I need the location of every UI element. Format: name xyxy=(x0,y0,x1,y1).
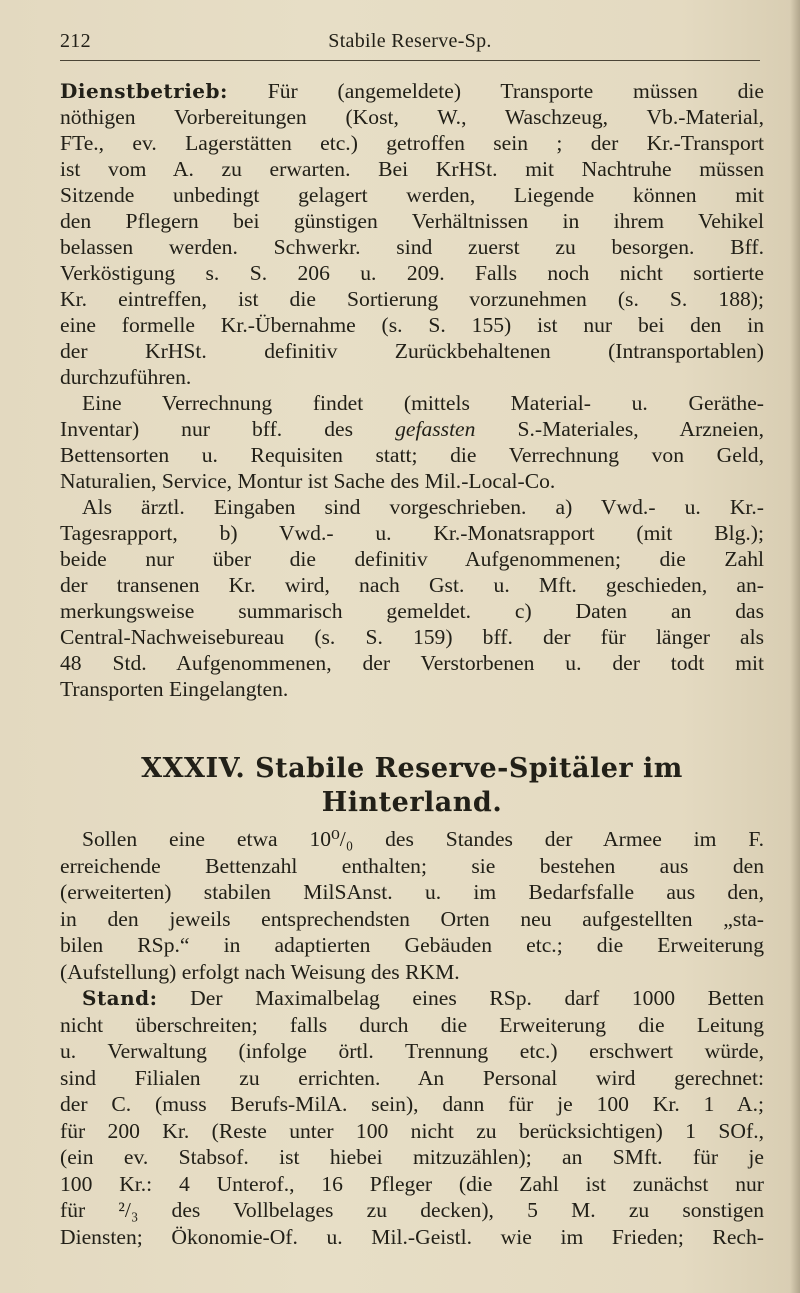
text-line: belassen werden. Schwerkr. sind zuerst zu besorgen. Bff. xyxy=(60,235,764,259)
text-line: Als ärztl. Eingaben sind vorgeschrieben. a) Vwd.- u. Kr.- xyxy=(82,495,764,519)
text-line: ist vom A. zu erwarten. Bei KrHSt. mit Nachtruhe müssen xyxy=(60,157,764,181)
text-line: sind Filialen zu errichten. An Personal wird gerechnet: xyxy=(60,1065,764,1090)
emphasis: gefassten xyxy=(395,417,476,441)
text-line: der transenen Kr. wird, nach Gst. u. Mft. geschieden, an- xyxy=(60,573,764,597)
text-line: (ein ev. Stabsof. ist hiebei mitzuzählen); an SMft. für je xyxy=(60,1145,764,1169)
text-line: Sitzende unbedingt gelagert werden, Liegende können mit xyxy=(60,183,764,207)
section-stabile-reserve-spitaeler xyxy=(60,826,764,1250)
text-line: der C. (muss Berufs-MilA. sein), dann für je 100 Kr. 1 A.; xyxy=(60,1092,764,1116)
text-line: Naturalien, Service, Montur ist Sache des Mil.-Local-Co. xyxy=(60,469,556,493)
text-line: Inventar) nur bff. des gefassten S.-Materiales, Arzneien, xyxy=(60,417,765,441)
text-line: beide nur über die definitiv Aufgenommenen; die Zahl xyxy=(60,547,764,571)
page-number: 212 xyxy=(60,30,91,52)
text-line: nicht überschreiten; falls durch die Erweiterung die Leitung xyxy=(60,1012,764,1037)
text-line: u. Verwaltung (infolge örtl. Trennung etc.) erschwert würde, xyxy=(60,1039,764,1063)
text-line: nöthigen Vorbereitungen (Kost, W., Waschzeug, Vb.-Material, xyxy=(60,105,764,129)
text-line: Central-Nachweisebureau (s. S. 159) bff. der für länger als xyxy=(60,625,764,649)
page-edge-shadow xyxy=(790,0,800,1293)
chapter-heading-line-2: Hinterland. xyxy=(321,787,503,818)
text-line: durchzuführen. xyxy=(60,365,192,389)
paragraph-lead: Dienstbetrieb: xyxy=(60,79,228,103)
text-line: 100 Kr.: 4 Unterof., 16 Pfleger (die Zahl ist zunächst nur xyxy=(60,1171,764,1196)
text-line: den Pflegern bei günstigen Verhältnissen in ihrem Vehikel xyxy=(60,209,764,233)
text-line: in den jeweils entsprechendsten Orten neu aufgestellten „sta- xyxy=(60,906,764,931)
text-line: Stand: Der Maximalbelag eines RSp. darf 1000 Betten xyxy=(82,986,764,1010)
text-line: Dienstbetrieb: Für (angemeldete) Transporte müssen die xyxy=(60,79,764,103)
paragraph-lead: Stand: xyxy=(82,986,158,1010)
text-line: merkungsweise summarisch gemeldet. c) Daten an das xyxy=(60,599,764,623)
text-line: Bettensorten u. Requisiten statt; die Verrechnung von Geld, xyxy=(60,443,764,467)
text-line: (erweiterten) stabilen MilSAnst. u. im Bedarfsfalle aus den, xyxy=(60,880,764,904)
running-title: Stabile Reserve-Sp. xyxy=(328,30,492,52)
text-line: Sollen eine etwa 10⁰/₀ des Standes der Armee im F. xyxy=(82,827,764,851)
chapter-heading-line-1: XXXIV. Stabile Reserve-Spitäler im xyxy=(141,753,683,784)
text-line: für 200 Kr. (Reste unter 100 nicht zu berücksichtigen) 1 SOf., xyxy=(60,1118,764,1143)
text-line: erreichende Bettenzahl enthalten; sie bestehen aus den xyxy=(60,853,764,878)
text-line: eine formelle Kr.-Übernahme (s. S. 155) ist nur bei den in xyxy=(60,313,764,337)
text-line: Diensten; Ökonomie-Of. u. Mil.-Geistl. wie im Frieden; Rech- xyxy=(60,1224,764,1249)
section-dienstbetrieb xyxy=(60,78,764,702)
header-rule xyxy=(60,60,760,61)
text-line: FTe., ev. Lagerstätten etc.) getroffen sein ; der Kr.-Transport xyxy=(60,131,764,155)
text-line: Eine Verrechnung findet (mittels Material- u. Geräthe- xyxy=(82,391,764,415)
text-line: Verköstigung s. S. 206 u. 209. Falls noch nicht sortierte xyxy=(60,261,764,285)
text-line: Transporten Eingelangten. xyxy=(60,677,289,701)
text-line: Tagesrapport, b) Vwd.- u. Kr.-Monatsrapport (mit Blg.); xyxy=(60,521,764,545)
text-line: bilen RSp.“ in adaptierten Gebäuden etc.; die Erweiterung xyxy=(60,933,764,957)
text-line: der KrHSt. definitiv Zurückbehaltenen (Intransportablen) xyxy=(60,339,764,363)
text-line: Kr. eintreffen, ist die Sortierung vorzunehmen (s. S. 188); xyxy=(60,287,764,311)
text-line: 48 Std. Aufgenommenen, der Verstorbenen u. der todt mit xyxy=(60,651,764,675)
text-line: für ²/₃ des Vollbelages zu decken), 5 M. zu sonstigen xyxy=(60,1198,764,1222)
text-line: (Aufstellung) erfolgt nach Weisung des RKM. xyxy=(60,959,460,984)
page-header xyxy=(60,30,760,62)
